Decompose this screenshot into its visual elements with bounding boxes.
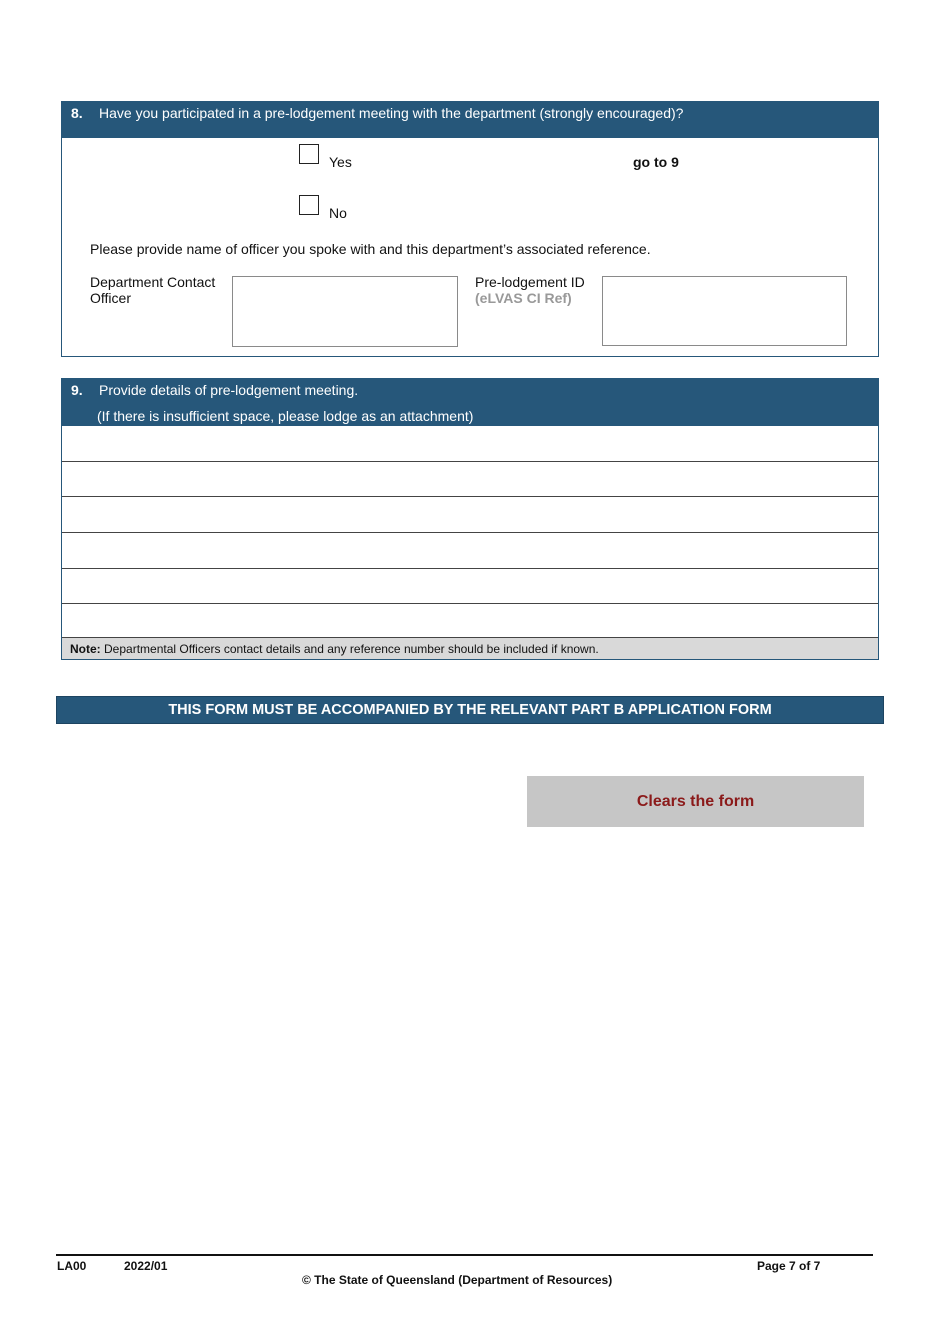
contact-officer-label xyxy=(90,274,215,306)
note-row xyxy=(62,637,878,659)
footer-page-number: Page 7 of 7 xyxy=(757,1259,821,1273)
details-line-1[interactable] xyxy=(62,426,878,461)
footer-copyright: © The State of Queensland (Department of Resources) xyxy=(302,1273,613,1287)
goto-9-text: go to 9 xyxy=(633,154,679,170)
note-text: Departmental Officers contact details and any reference number should be included if known. xyxy=(100,642,599,656)
details-line-4[interactable] xyxy=(62,532,878,567)
footer-form-code: LA00 xyxy=(57,1259,87,1273)
question-9-title: Provide details of pre-lodgement meeting. xyxy=(99,382,359,398)
footer-divider xyxy=(56,1254,873,1256)
prelodgement-id-label xyxy=(475,274,585,306)
details-line-2[interactable] xyxy=(62,461,878,496)
yes-checkbox[interactable] xyxy=(299,144,319,164)
question-9-number: 9. xyxy=(71,382,83,398)
contact-officer-label-line1: Department Contact xyxy=(90,274,216,290)
question-8-body xyxy=(62,137,878,356)
yes-label: Yes xyxy=(329,154,352,170)
no-label: No xyxy=(329,205,347,221)
officer-instruction: Please provide name of officer you spoke with and this department’s associated reference. xyxy=(90,241,651,257)
question-9-subtitle: (If there is insufficient space, please lodge as an attachment) xyxy=(97,408,474,424)
footer-version: 2022/01 xyxy=(124,1259,168,1273)
question-9-section xyxy=(61,378,879,660)
prelodgement-id-input[interactable] xyxy=(602,276,847,346)
part-b-banner: THIS FORM MUST BE ACCOMPANIED BY THE RELEVANT PART B APPLICATION FORM xyxy=(56,696,884,724)
clear-form-button[interactable]: Clears the form xyxy=(527,776,864,827)
note-label: Note: xyxy=(70,642,101,656)
question-9-header xyxy=(62,379,878,426)
question-8-title: Have you participated in a pre-lodgement meeting with the department (strongly encouraged)? xyxy=(99,105,684,121)
contact-officer-label-line2: Officer xyxy=(90,290,131,306)
prelodgement-id-sublabel: (eLVAS CI Ref) xyxy=(475,290,572,306)
question-8-header xyxy=(62,102,878,137)
details-line-6[interactable] xyxy=(62,603,878,638)
question-8-section xyxy=(61,101,879,357)
details-line-5[interactable] xyxy=(62,568,878,603)
prelodgement-id-label-line1: Pre-lodgement ID xyxy=(475,274,585,290)
no-checkbox[interactable] xyxy=(299,195,319,215)
question-8-number: 8. xyxy=(71,105,83,121)
contact-officer-input[interactable] xyxy=(232,276,458,347)
details-line-3[interactable] xyxy=(62,496,878,531)
